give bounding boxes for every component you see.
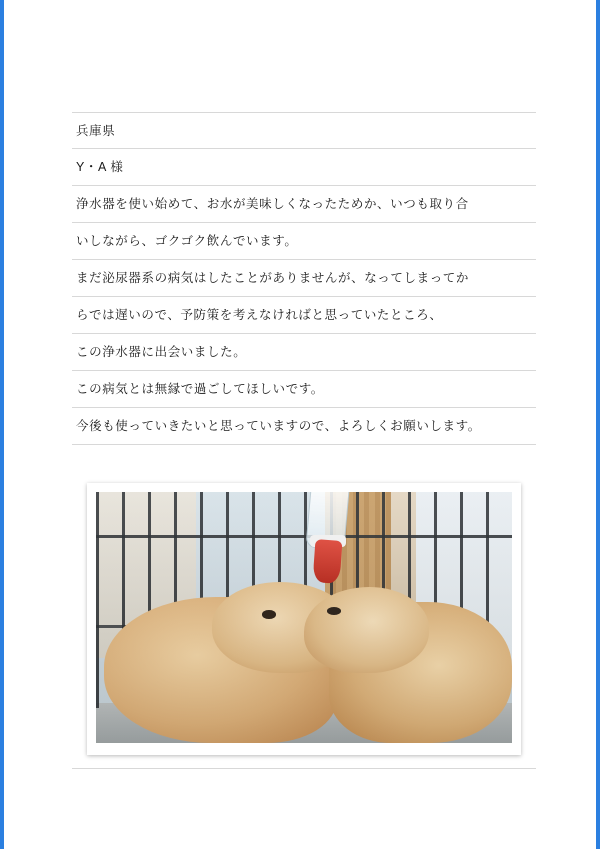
letter-line-text: いしながら、ゴクゴク飲んでいます。: [76, 234, 298, 249]
photo-dog-left-eye: [262, 610, 275, 619]
letter-body: [72, 112, 536, 445]
letter-line: [72, 297, 536, 334]
photo-cage-rail-top: [96, 535, 512, 538]
letter-line-text: この浄水器に出会いました。: [76, 345, 247, 360]
photo-area: [72, 483, 536, 768]
letter-line: [72, 334, 536, 371]
letter-line-text: 今後も使っていきたいと思っていますので、よろしくお願いします。: [76, 419, 481, 434]
photo-dog-right-nose: [327, 607, 341, 615]
letter-line-text: Y・A 様: [76, 160, 124, 175]
letter-line: [72, 112, 536, 149]
letter-line: [72, 149, 536, 186]
letter-bottom-rule: [72, 768, 536, 769]
photo-dog-right-head: [304, 587, 429, 672]
letter-line: [72, 408, 536, 445]
letter-line: [72, 223, 536, 260]
letter-line-text: 兵庫県: [76, 124, 116, 139]
letter-line: [72, 186, 536, 223]
letter-line-text: まだ泌尿器系の病気はしたことがありませんが、なってしまってか: [76, 271, 470, 286]
photo-frame: [87, 483, 521, 755]
letter-line-text: この病気とは無縁で過ごしてほしいです。: [76, 382, 324, 397]
letter-line-text: らでは遅いので、予防策を考えなければと思っていたところ、: [76, 308, 443, 323]
dogs-drinking-photo: [96, 492, 512, 743]
letter-line-text: 浄水器を使い始めて、お水が美味しくなったためか、いつも取り合: [76, 197, 469, 212]
letter-line: [72, 371, 536, 408]
letter-line: [72, 260, 536, 297]
